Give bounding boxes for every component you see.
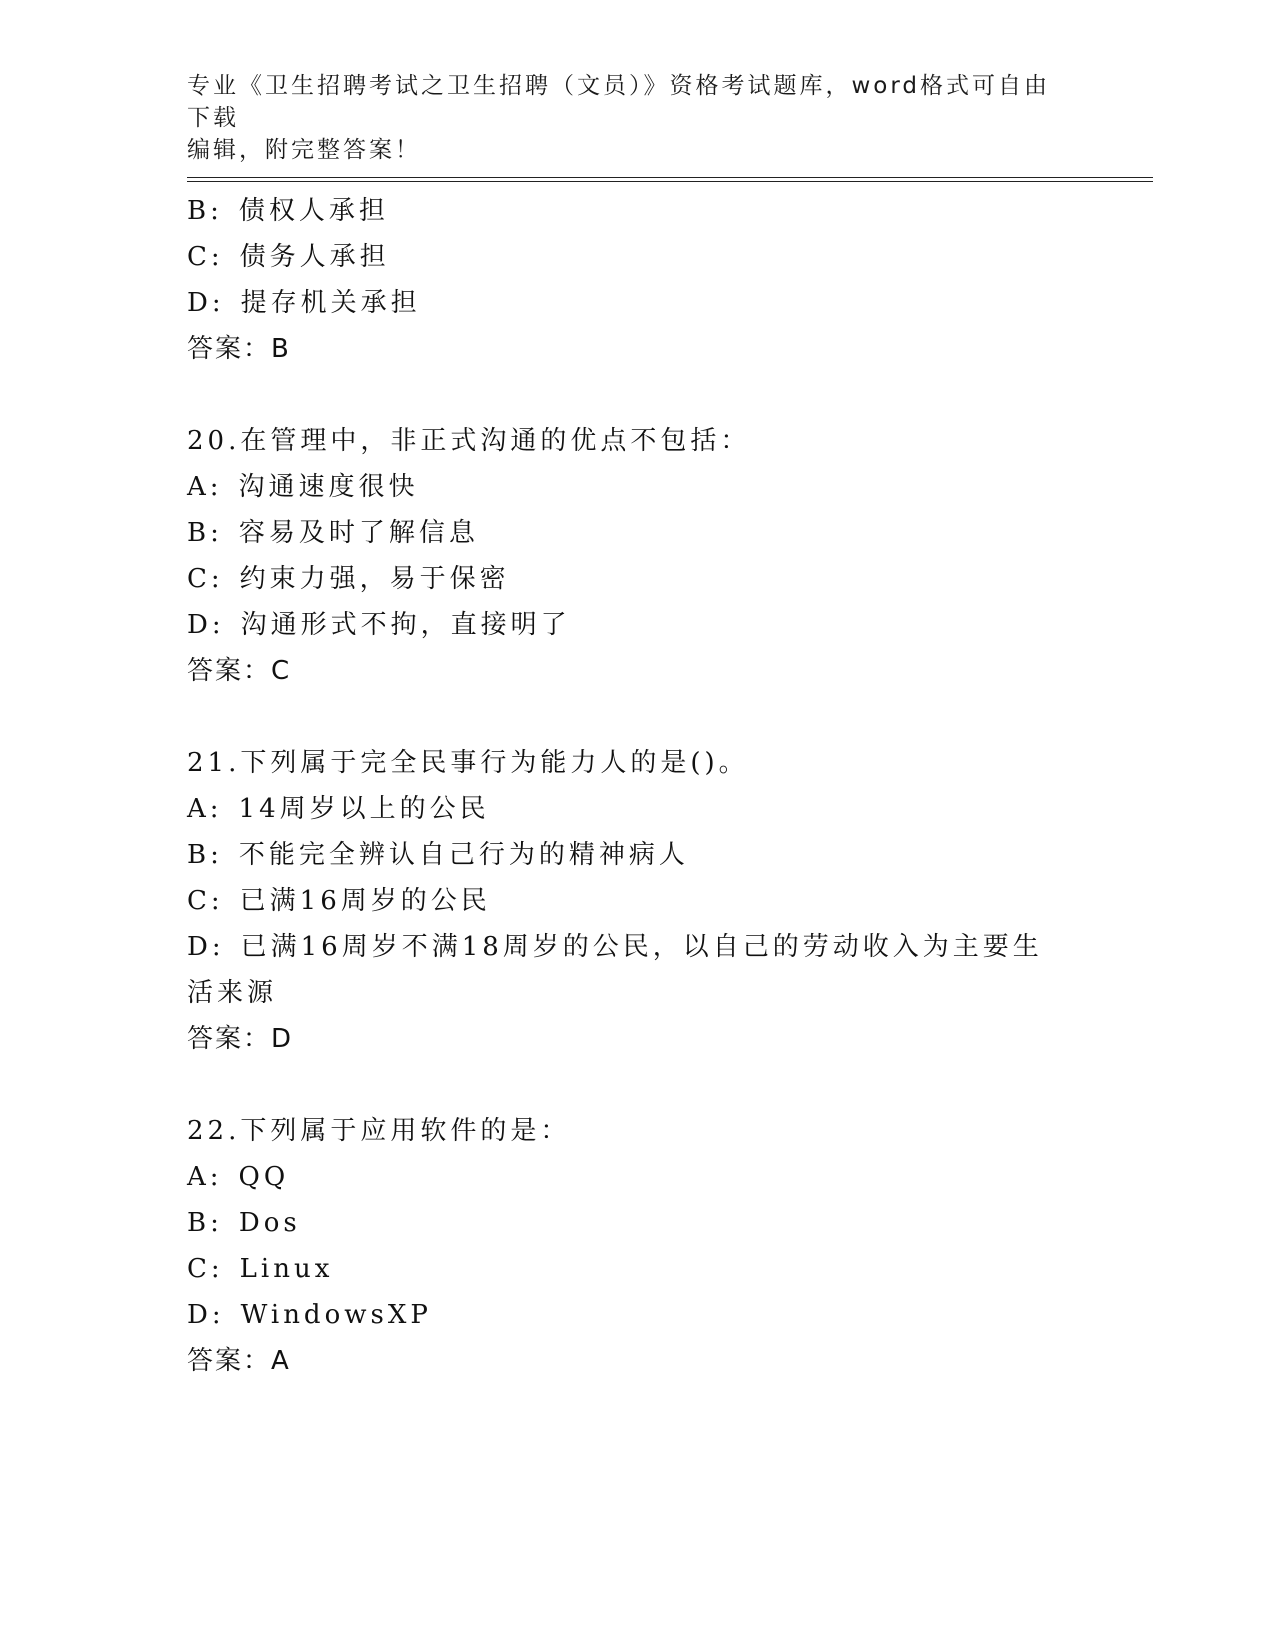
question-stem: 21.下列属于完全民事行为能力人的是()。: [187, 748, 749, 778]
option-d: D: WindowsXP: [187, 1300, 432, 1330]
question-list: [187, 188, 1087, 1384]
spacer: [187, 1062, 1087, 1108]
option-a: A: QQ: [187, 1162, 290, 1192]
header-line-2: 编辑，附完整答案！: [187, 137, 421, 163]
header-divider-top: [187, 177, 1153, 178]
question-block: [187, 418, 1087, 694]
option-a: A: 沟通速度很快: [187, 472, 419, 502]
option-c: C: 约束力强，易于保密: [187, 564, 510, 594]
answer-line: 答案：B: [187, 334, 291, 364]
question-block: [187, 740, 1087, 1062]
option-b: B: 不能完全辨认自己行为的精神病人: [187, 840, 689, 870]
option-d: D: 提存机关承担: [187, 288, 421, 318]
option-d: D: 已满16周岁不满18周岁的公民，以自己的劳动收入为主要生活来源: [187, 932, 1043, 1008]
question-block: [187, 1108, 1087, 1384]
option-c: C: 已满16周岁的公民: [187, 886, 491, 916]
option-b: B: 容易及时了解信息: [187, 518, 479, 548]
header-divider-bottom: [187, 181, 1153, 182]
option-c: C: Linux: [187, 1254, 334, 1284]
header-line-1: 专业《卫生招聘考试之卫生招聘（文员）》资格考试题库，word格式可自由下载: [187, 73, 1051, 131]
option-b: B: Dos: [187, 1208, 301, 1238]
option-c: C: 债务人承担: [187, 242, 390, 272]
answer-line: 答案：D: [187, 1024, 294, 1054]
option-a: A: 14周岁以上的公民: [187, 794, 490, 824]
question-block: [187, 188, 1087, 372]
question-stem: 22.下列属于应用软件的是：: [187, 1116, 571, 1146]
answer-line: 答案：A: [187, 1346, 291, 1376]
document-header: [187, 70, 1067, 166]
question-stem: 20.在管理中，非正式沟通的优点不包括：: [187, 426, 751, 456]
option-d: D: 沟通形式不拘，直接明了: [187, 610, 571, 640]
answer-line: 答案：C: [187, 656, 292, 686]
spacer: [187, 694, 1087, 740]
spacer: [187, 372, 1087, 418]
option-b: B: 债权人承担: [187, 196, 389, 226]
